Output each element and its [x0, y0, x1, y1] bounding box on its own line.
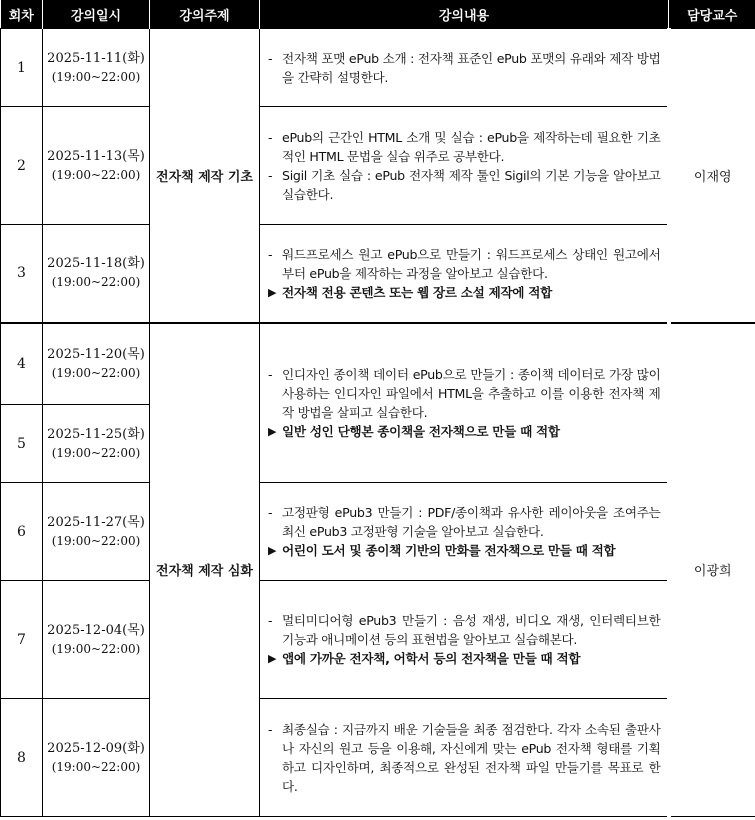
session-datetime [43, 29, 150, 107]
lecture-content [260, 581, 669, 699]
session-datetime [43, 581, 150, 699]
arrow-icon: ▶ [268, 544, 277, 557]
session-number: 2 [1, 107, 43, 225]
content-item: - 워드프로세스 원고 ePub으로 만들기 : 워드프로세스 상태인 원고에서부터 ePub을 제작하는 과정을 알아보고 실습한다. [268, 246, 661, 281]
professor-name: 이재영 [669, 29, 755, 323]
session-datetime [43, 405, 150, 483]
session-number: 3 [1, 225, 43, 323]
content-note: ▶ 일반 성인 단행본 종이책을 전자책으로 만들 때 적합 [268, 423, 560, 439]
session-datetime [43, 107, 150, 225]
content-note: ▶ 앱에 가까운 전자책, 어학서 등의 전자책을 만들 때 적합 [268, 651, 581, 666]
lecture-content [260, 29, 669, 107]
table-row [1, 581, 755, 699]
table-row [1, 483, 755, 581]
header-content: 강의내용 [260, 0, 669, 29]
content-item: - Sigil 기초 실습 : ePub 전자책 제작 툴인 Sigil의 기본 기능을 알아보고 실습한다. [268, 167, 661, 202]
session-date: 2025-11-27(목) [47, 514, 145, 530]
lecture-content [260, 323, 669, 483]
lecture-content [260, 699, 669, 817]
session-time: (19:00~22:00) [51, 365, 141, 380]
content-item: - ePub의 근간인 HTML 소개 및 실습 : ePub을 제작하는데 필요한 기초적인 HTML 문법을 실습 위주로 공부한다. [268, 129, 661, 164]
topic-basic: 전자책 제작 기초 [150, 29, 260, 323]
session-number: 4 [1, 323, 43, 405]
lecture-content [260, 483, 669, 581]
table-row [1, 29, 755, 107]
header-date: 강의일시 [43, 0, 150, 29]
session-time: (19:00~22:00) [51, 275, 141, 290]
lecture-content [260, 107, 669, 225]
content-item: - 전자책 포맷 ePub 소개 : 전자책 표준인 ePub 포맷의 유래와 제작 방법을 간략히 설명한다. [268, 50, 661, 85]
arrow-icon: ▶ [268, 652, 277, 665]
session-date: 2025-12-04(목) [47, 622, 145, 638]
header-no: 회차 [1, 0, 43, 29]
session-time: (19:00~22:00) [51, 533, 141, 548]
content-item: - 멀티미디어형 ePub3 만들기 : 음성 재생, 비디오 재생, 인터렉티브한 기능과 애니메이션 등의 표현법을 알아보고 실습해본다. [268, 613, 661, 647]
arrow-icon: ▶ [268, 424, 277, 438]
session-time: (19:00~22:00) [51, 445, 141, 460]
header-prof: 담당교수 [669, 0, 755, 29]
table-row [1, 107, 755, 225]
session-number: 1 [1, 29, 43, 107]
session-date: 2025-11-25(화) [47, 426, 145, 442]
header-topic: 강의주제 [150, 0, 260, 29]
session-number: 6 [1, 483, 43, 581]
session-time: (19:00~22:00) [51, 167, 141, 182]
session-number: 7 [1, 581, 43, 699]
session-date: 2025-11-13(목) [47, 148, 145, 164]
table-row [1, 323, 755, 405]
session-date: 2025-11-20(목) [47, 346, 145, 362]
content-note: ▶ 어린이 도서 및 종이책 기반의 만화를 전자책으로 만들 때 적합 [268, 543, 616, 558]
arrow-icon: ▶ [268, 285, 277, 299]
session-date: 2025-11-11(화) [47, 50, 145, 66]
session-datetime [43, 699, 150, 817]
session-time: (19:00~22:00) [51, 69, 141, 84]
session-number: 8 [1, 699, 43, 817]
content-item: - 인디자인 종이책 데이터 ePub으로 만들기 : 종이책 데이터로 가장 많이 사용하는 인디자인 파일에서 HTML을 추출하고 이를 이용한 전자책 제작 방법을 살피고 실습한다. [268, 366, 661, 420]
session-datetime [43, 225, 150, 323]
content-item: - 최종실습 : 지금까지 배운 기술들을 최종 점검한다. 각자 소속된 출판사나 자신의 원고 등을 이용해, 자신에게 맞는 ePub 전자책 형태를 기획하고 디자인하며, 최종적으로 완성된 전자책 파일 만들기를 목표로 한다. [268, 721, 661, 794]
session-date: 2025-11-18(화) [47, 256, 145, 272]
table-row [1, 225, 755, 323]
content-note: ▶ 전자책 전용 콘텐츠 또는 웹 장르 소설 제작에 적합 [268, 284, 552, 300]
session-date: 2025-12-09(화) [47, 740, 145, 756]
session-number: 5 [1, 405, 43, 483]
table-row [1, 699, 755, 817]
topic-advanced: 전자책 제작 심화 [150, 323, 260, 817]
professor-name: 이광희 [669, 323, 755, 817]
session-datetime [43, 483, 150, 581]
session-time: (19:00~22:00) [51, 759, 141, 774]
header-row [1, 0, 755, 29]
session-time: (19:00~22:00) [51, 641, 141, 656]
lecture-content [260, 225, 669, 323]
content-item: - 고정판형 ePub3 만들기 : PDF/종이책과 유사한 레이아웃을 조여주는 최신 ePub3 고정판형 기술을 알아보고 실습한다. [268, 505, 661, 539]
session-datetime [43, 323, 150, 405]
